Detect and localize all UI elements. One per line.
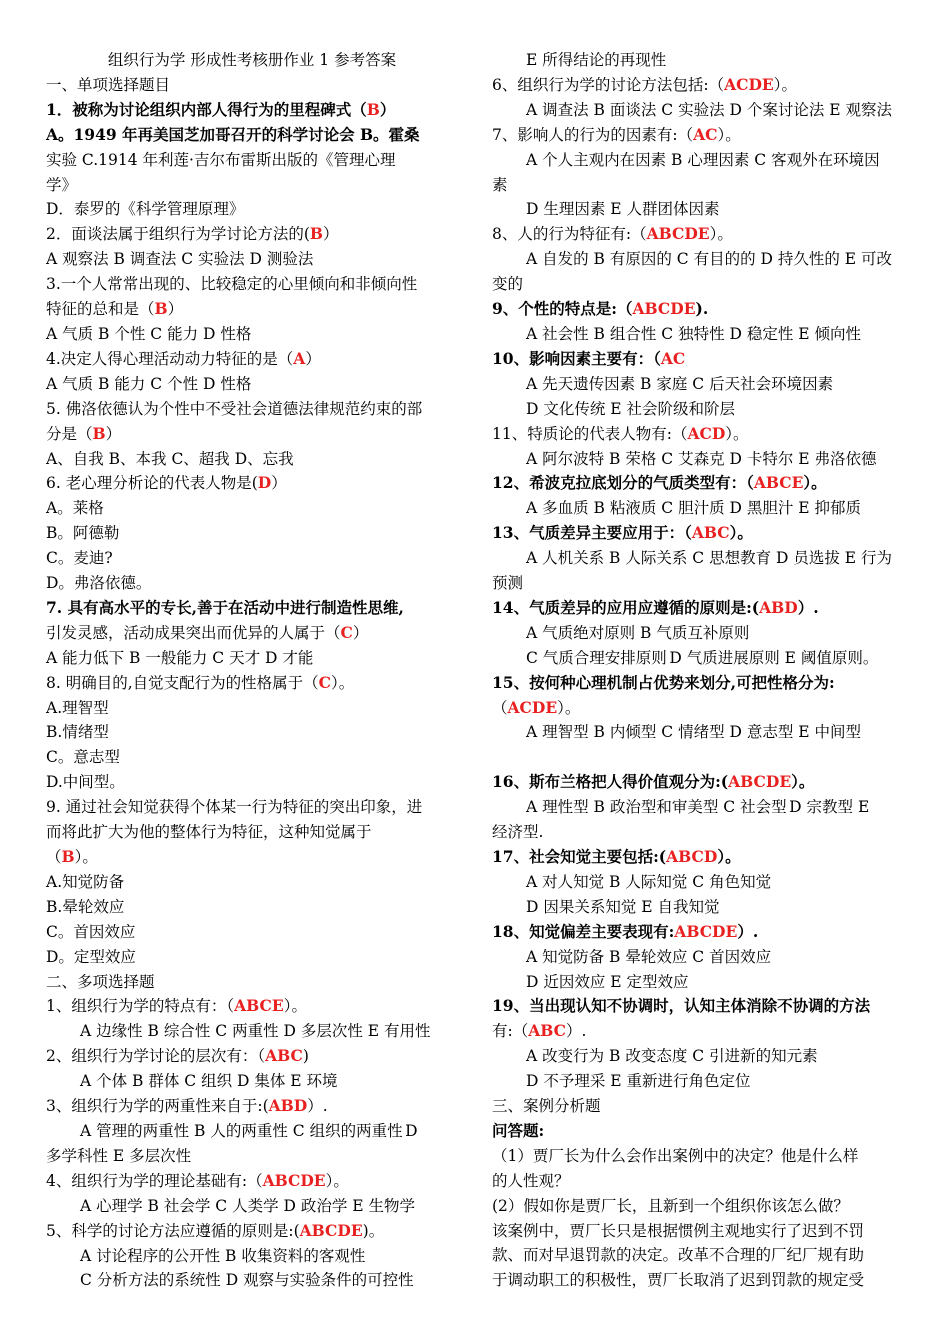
question-options: C 分析方法的系统性 D 观察与实验条件的可控性 bbox=[80, 1271, 414, 1290]
question-option: D。弗洛依德。 bbox=[46, 574, 152, 593]
answer-paragraph-line: 该案例中，贾厂长只是根据惯例主观地实行了迟到不罚 bbox=[492, 1221, 865, 1240]
answer-badge: ABC bbox=[691, 523, 730, 543]
blank-line bbox=[492, 745, 906, 770]
left-column bbox=[46, 48, 458, 1293]
section-single-choice-heading: 一、单项选择题目 bbox=[46, 75, 171, 94]
question-options: 实验 C.1914 年利莲·吉尔布雷斯出版的《管理心理 bbox=[46, 150, 396, 169]
qa-question-2: (2）假如你是贾厂长，且新到一个组织你该怎么做？ bbox=[492, 1196, 849, 1215]
question-options: A 改变行为 B 改变态度 C 引进新的知元素 bbox=[526, 1047, 818, 1066]
question-option: D。定型效应 bbox=[46, 947, 136, 966]
question-option: C。首因效应 bbox=[46, 922, 136, 941]
question-6: 6. 老心理分析论的代表人物是(D） A。莱格 B。阿德勒 C。麦迪? D。弗洛依德。 bbox=[46, 471, 458, 596]
answer-badge: A bbox=[293, 348, 306, 368]
multi-question-2: 2、组织行为学讨论的层次有：（ABC) A 个体 B 群体 C 组织 D 集体 E 环境 bbox=[46, 1044, 458, 1094]
question-options: A 观察法 B 调查法 C 实验法 D 测验法 bbox=[46, 250, 314, 269]
question-7: 7. 具有高水平的专长,善于在活动中进行制造性思维, 引发灵感，活动成果突出而优异的人属于（C） A 能力低下 B 一般能力 C 天才 D 才能 bbox=[46, 596, 458, 671]
answer-badge: C bbox=[318, 672, 331, 692]
multi-question-13: 13、气质差异主要应用于：（ABC）。 A 人机关系 B 人际关系 C 思想教育 D 员选拔 E 行为 预测 bbox=[492, 521, 906, 596]
answer-badge: ABCDE bbox=[728, 772, 792, 792]
question-options: A、自我 B、本我 C、超我 D、忘我 bbox=[46, 449, 294, 468]
question-options: A 阿尔波特 B 荣格 C 艾森克 D 卡特尔 E 弗洛依德 bbox=[526, 449, 877, 468]
question-option: A.理智型 bbox=[46, 698, 109, 717]
question-options: A 先天遗传因素 B 家庭 C 后天社会环境因素 bbox=[526, 374, 834, 393]
question-options: D 因果关系知觉 E 自我知觉 bbox=[526, 897, 720, 916]
question-option: C。麦迪? bbox=[46, 549, 113, 568]
question-options: D 生理因素 E 人群团体因素 bbox=[526, 200, 720, 219]
question-options: D．泰罗的《科学管理原理》 bbox=[46, 200, 245, 219]
multi-question-18: 18、知觉偏差主要表现有:ABCDE）. A 知觉防备 B 晕轮效应 C 首因效应 D 近因效应 E 定型效应 bbox=[492, 920, 906, 995]
multi-question-7: 7、影响人的行为的因素有:（AC）。 A 个人主观内在因素 B 心理因素 C 客观外在环境因 素 D 生理因素 E 人群团体因素 bbox=[492, 123, 906, 223]
question-options: A 讨论程序的公开性 B 收集资料的客观性 bbox=[80, 1246, 366, 1265]
question-option: A。莱格 bbox=[46, 499, 104, 518]
multi-question-4: 4、组织行为学的理论基础有:（ABCDE）。 A 心理学 B 社会学 C 人类学 D 政治学 E 生物学 bbox=[46, 1169, 458, 1219]
qa-question-1-cont: 的人性观？ bbox=[492, 1171, 570, 1190]
question-options: D 近因效应 E 定型效应 bbox=[526, 972, 689, 991]
question-options: 素 bbox=[492, 175, 508, 194]
question-options: D 不予理采 E 重新进行角色定位 bbox=[526, 1072, 751, 1091]
question-option: C。意志型 bbox=[46, 748, 120, 767]
question-option: A.知觉防备 bbox=[46, 872, 125, 891]
answer-badge: ABD bbox=[268, 1096, 308, 1116]
document-title: 组织行为学 形成性考核册作业 1 参考答案 bbox=[107, 51, 397, 69]
question-options: A 知觉防备 B 晕轮效应 C 首因效应 bbox=[526, 947, 772, 966]
multi-question-11: 11、特质论的代表人物有:（ACD）。 A 阿尔波特 B 荣格 C 艾森克 D 卡特尔 E 弗洛依德 bbox=[492, 422, 906, 472]
multi-question-5: 5、科学的讨论方法应遵循的原则是:(ABCDE)。 A 讨论程序的公开性 B 收集资料的客观性 C 分析方法的系统性 D 观察与实验条件的可控性 bbox=[46, 1219, 458, 1294]
multi-question-1: 1、组织行为学的特点有：（ABCE）。 A 边缘性 B 综合性 C 两重性 D 多层次性 E 有用性 bbox=[46, 994, 458, 1044]
question-options: A 理智型 B 内倾型 C 情绪型 D 意志型 E 中间型 bbox=[526, 723, 862, 742]
question-options: A 气质 B 能力 C 个性 D 性格 bbox=[46, 374, 252, 393]
question-options: A 管理的两重性 B 人的两重性 C 组织的两重性 D bbox=[80, 1121, 418, 1140]
question-9: 9. 通过社会知觉获得个体某一行为特征的突出印象，进 而将此扩大为他的整体行为特征，这种知觉属于 （B）。 A.知觉防备 B.晕轮效应 C。首因效应 D。定型效应 bbox=[46, 795, 458, 969]
question-options: A 理性型 B 政治型和审美型 C 社会型 D 宗教型 E bbox=[526, 798, 870, 817]
answer-badge: ACDE bbox=[507, 697, 558, 717]
multi-question-17: 17、社会知觉主要包括:(ABCD）。 A 对人知觉 B 人际知觉 C 角色知觉 D 因果关系知觉 E 自我知觉 bbox=[492, 845, 906, 920]
multi-question-6: 6、组织行为学的讨论方法包括:（ACDE）。 A 调查法 B 面谈法 C 实验法 D 个案讨论法 E 观察法 bbox=[492, 73, 906, 123]
multi-question-9: 9、个性的特点是:（ABCDE). A 社会性 B 组合性 C 独特性 D 稳定性 E 倾向性 bbox=[492, 297, 906, 347]
question-options: C 气质合理安排原则 D 气质进展原则 E 阈值原则。 bbox=[526, 648, 879, 667]
qa-question-1: （1）贾厂长为什么会作出案例中的决定？他是什么样 bbox=[492, 1146, 859, 1165]
answer-badge: ABCE bbox=[753, 473, 804, 493]
question-options: A 心理学 B 社会学 C 人类学 D 政治学 E 生物学 bbox=[80, 1196, 416, 1215]
section-case-heading: 三、案例分析题 bbox=[492, 1097, 601, 1116]
answer-badge: B bbox=[309, 224, 324, 244]
question-options: 变的 bbox=[492, 275, 524, 294]
question-8: 8. 明确目的,自觉支配行为的性格属于（C）。 A.理智型 B.情绪型 C。意志型 D.中间型。 bbox=[46, 671, 458, 796]
question-options: A 调查法 B 面谈法 C 实验法 D 个案讨论法 E 观察法 bbox=[526, 100, 893, 119]
answer-paragraph-line: 款、而对早退罚款的决定。改革不合理的厂纪厂规有助 bbox=[492, 1246, 865, 1265]
multi-question-10: 10、影响因素主要有：（AC A 先天遗传因素 B 家庭 C 后天社会环境因素 D 文化传统 E 社会阶级和阶层 bbox=[492, 347, 906, 422]
multi-question-16: 16、斯布兰格把人得价值观分为:(ABCDE）。 A 理性型 B 政治型和审美型 C 社会型 D 宗教型 E 经济型. bbox=[492, 770, 906, 845]
question-options: A 气质绝对原则 B 气质互补原则 bbox=[526, 623, 750, 642]
answer-badge: B bbox=[366, 99, 380, 119]
question-options: A 能力低下 B 一般能力 C 天才 D 才能 bbox=[46, 648, 314, 667]
question-options: A 个体 B 群体 C 组织 D 集体 E 环境 bbox=[80, 1072, 338, 1091]
question-options: A。1949 年再美国芝加哥召开的科学讨论会 B。霍桑 bbox=[46, 124, 420, 144]
question-options: A 多血质 B 粘液质 C 胆汁质 D 黑胆汁 E 抑郁质 bbox=[526, 499, 862, 518]
answer-badge: B bbox=[61, 847, 75, 866]
answer-badge: ABC bbox=[528, 1021, 566, 1041]
answer-badge: D bbox=[257, 473, 272, 493]
answer-badge: ACDE bbox=[724, 74, 774, 94]
question-1: 1．被称为讨论组织内部人得行为的里程碑式（B） A。1949 年再美国芝加哥召开的科学讨论会 B。霍桑 实验 C.1914 年利莲·吉尔布雷斯出版的《管理心理 学》 D．泰罗的《科学管理原理》 bbox=[46, 98, 458, 223]
answer-badge: ABD bbox=[759, 597, 798, 617]
question-options: A 人机关系 B 人际关系 C 思想教育 D 员选拔 E 行为 bbox=[526, 549, 893, 568]
answer-badge: ABCE bbox=[234, 996, 284, 1016]
question-option: B.情绪型 bbox=[46, 723, 109, 742]
answer-badge: ABCDE bbox=[632, 299, 696, 319]
question-option: B.晕轮效应 bbox=[46, 897, 125, 916]
section-multi-choice-heading: 二、多项选择题 bbox=[46, 972, 155, 991]
question-options: 多学科性 E 多层次性 bbox=[46, 1146, 192, 1165]
multi-question-12: 12、希波克拉底划分的气质类型有：（ABCE）。 A 多血质 B 粘液质 C 胆汁质 D 黑胆汁 E 抑郁质 bbox=[492, 471, 906, 521]
answer-badge: B bbox=[92, 423, 106, 443]
answer-badge: ACD bbox=[687, 423, 726, 443]
question-options: A 对人知觉 B 人际知觉 C 角色知觉 bbox=[526, 872, 772, 891]
question-option: B。阿德勒 bbox=[46, 524, 120, 543]
answer-badge: B bbox=[154, 299, 168, 319]
question-options: A 自发的 B 有原因的 C 有目的的 D 持久性的 E 可改 bbox=[526, 250, 893, 269]
multi-question-15: 15、按何种心理机制占优势来划分,可把性格分为: （ACDE）。 A 理智型 B 内倾型 C 情绪型 D 意志型 E 中间型 bbox=[492, 671, 906, 771]
answer-badge: ABCDE bbox=[674, 921, 738, 941]
question-4: 4.决定人得心理活动动力特征的是（A） A 气质 B 能力 C 个性 D 性格 bbox=[46, 347, 458, 397]
question-options: 经济型. bbox=[492, 823, 544, 842]
question-2: 2．面谈法属于组织行为学讨论方法的(B） A 观察法 B 调查法 C 实验法 D 测验法 bbox=[46, 222, 458, 272]
right-column bbox=[492, 48, 906, 1293]
question-options: A 边缘性 B 综合性 C 两重性 D 多层次性 E 有用性 bbox=[80, 1022, 431, 1041]
question-5: 5. 佛洛依德认为个性中不受社会道德法律规范约束的部 分是（B） A、自我 B、本我 C、超我 D、忘我 bbox=[46, 397, 458, 472]
multi-question-8: 8、人的行为特征有:（ABCDE）。 A 自发的 B 有原因的 C 有目的的 D 持久性的 E 可改 变的 bbox=[492, 222, 906, 297]
answer-badge: ABCDE bbox=[262, 1170, 326, 1190]
multi-question-19: 19、当出现认知不协调时，认知主体消除不协调的方法 有:（ABC）. A 改变行为 B 改变态度 C 引进新的知元素 D 不予理采 E 重新进行角色定位 bbox=[492, 994, 906, 1094]
question-options: 学》 bbox=[46, 175, 78, 194]
answer-badge: C bbox=[340, 622, 353, 642]
question-option: D.中间型。 bbox=[46, 773, 125, 792]
answer-badge: ABCDE bbox=[646, 224, 710, 244]
question-options: A 气质 B 个性 C 能力 D 性格 bbox=[46, 324, 252, 343]
question-options: 预测 bbox=[492, 574, 524, 593]
question-options: D 文化传统 E 社会阶级和阶层 bbox=[526, 399, 736, 418]
question-options: A 社会性 B 组合性 C 独特性 D 稳定性 E 倾向性 bbox=[526, 324, 862, 343]
multi-question-3: 3、组织行为学的两重性来自于:(ABD）. A 管理的两重性 B 人的两重性 C 组织的两重性 D 多学科性 E 多层次性 bbox=[46, 1094, 458, 1169]
question-3: 3.一个人常常出现的、比较稳定的心里倾向和非倾向性 特征的总和是（B） A 气质 B 个性 C 能力 D 性格 bbox=[46, 272, 458, 347]
answer-badge: ABCDE bbox=[299, 1220, 363, 1240]
multi-question-14: 14、气质差异的应用应遵循的原则是:(ABD）. A 气质绝对原则 B 气质互补原则 C 气质合理安排原则 D 气质进展原则 E 阈值原则。 bbox=[492, 596, 906, 671]
answer-badge: AC bbox=[660, 348, 686, 368]
answer-paragraph-line: 于调动职工的积极性，贾厂长取消了迟到罚款的规定受 bbox=[492, 1271, 865, 1290]
question-options: A 个人主观内在因素 B 心理因素 C 客观外在环境因 bbox=[526, 150, 880, 169]
answer-badge: AC bbox=[693, 124, 718, 144]
qa-heading: 问答题: bbox=[492, 1120, 545, 1140]
question-options: E 所得结论的再现性 bbox=[526, 51, 667, 69]
answer-badge: ABCD bbox=[666, 846, 718, 866]
answer-badge: ABC bbox=[265, 1046, 303, 1066]
